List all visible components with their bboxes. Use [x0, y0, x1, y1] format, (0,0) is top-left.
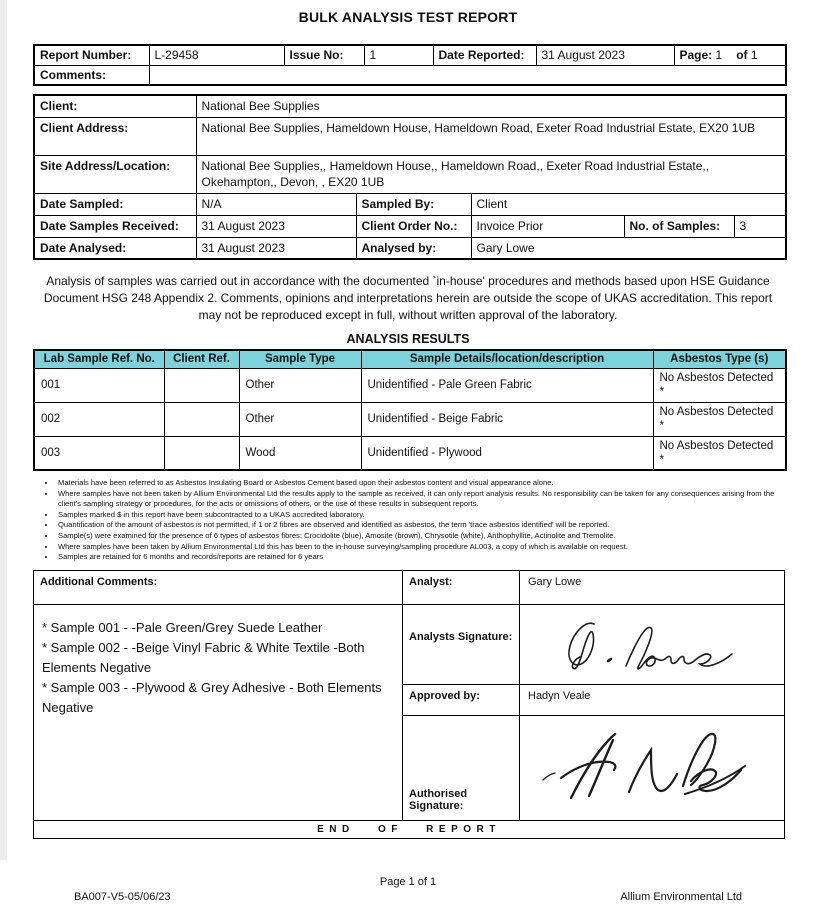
page-number: 1 — [715, 48, 723, 62]
asbestos-result: No Asbestos Detected — [659, 371, 774, 384]
client-address-value: National Bee Supplies, Hameldown House, Hameldown Road, Exeter Road Industrial Estate, EX20 1UB — [196, 117, 786, 155]
lab-ref-cell: 002 — [34, 402, 164, 436]
lab-ref-cell: 003 — [34, 436, 164, 470]
col-sample-details: Sample Details/location/description — [361, 350, 653, 368]
authorised-signature-svg — [537, 724, 767, 812]
client-address-label: Client Address: — [34, 117, 196, 155]
authorised-signature-label: Authorised Signature: — [403, 716, 520, 820]
analyst-signature-svg — [542, 612, 762, 676]
additional-comments-label: Additional Comments: — [34, 571, 402, 605]
date-sampled-row — [34, 193, 786, 215]
sampled-by-value: Client — [471, 193, 786, 215]
list-item: • Where samples have been taken by Allium Environmental Ltd this has been to the in-house surveying/sampling procedure AL003, a copy of which is available on request. — [56, 542, 786, 553]
date-received-label: Date Samples Received: — [34, 215, 196, 237]
asbestos-footnote-mark: * — [659, 453, 664, 466]
page-total: 1 — [750, 48, 758, 62]
asbestos-type-cell — [653, 402, 786, 436]
analyst-label: Analyst: — [403, 571, 520, 604]
asbestos-footnote-mark: * — [659, 385, 664, 398]
comment-line: * Sample 003 - -Plywood & Grey Adhesive - Both Elements Negative — [42, 679, 382, 715]
analysis-results-heading: ANALYSIS RESULTS — [346, 332, 470, 346]
analyst-signature-row — [403, 605, 784, 685]
analyst-signature-image — [520, 605, 784, 684]
client-ref-cell — [164, 368, 239, 402]
analysed-by-label: Analysed by: — [356, 237, 471, 259]
footer-company-name: Allium Environmental Ltd — [620, 890, 742, 903]
asbestos-result: No Asbestos Detected — [659, 405, 774, 418]
comment-line: * Sample 002 - -Beige Vinyl Fabric & White Textile -Both Elements Negative — [42, 639, 365, 675]
list-item: • Sample(s) were examined for the presence of 6 types of asbestos fibres: Crocidolite (blue), Amosite (brown), Chrysotile (white), Anthophyllite, Actinolite and Tremolite. — [56, 531, 786, 542]
client-row — [34, 95, 786, 117]
sample-type-cell: Wood — [239, 436, 361, 470]
table-row — [34, 402, 786, 436]
col-lab-sample-ref: Lab Sample Ref. No. — [34, 350, 164, 368]
lab-ref-cell: 001 — [34, 368, 164, 402]
client-value: National Bee Supplies — [196, 95, 786, 117]
header-row-1 — [34, 45, 786, 65]
analysis-results-table — [33, 349, 787, 471]
report-header-table — [33, 44, 787, 86]
date-received-value: 31 August 2023 — [196, 215, 356, 237]
issue-no-label: Issue No: — [284, 45, 364, 65]
asbestos-type-cell — [653, 436, 786, 470]
client-order-label: Client Order No.: — [356, 215, 471, 237]
date-analysed-row — [34, 237, 786, 259]
footer-doc-ref: BA007-V5-05/06/23 — [74, 890, 171, 903]
issue-no-value: 1 — [364, 45, 433, 65]
date-reported-label: Date Reported: — [433, 45, 536, 65]
sampled-by-label: Sampled By: — [356, 193, 471, 215]
authorised-signature-row — [403, 716, 784, 820]
list-item: • Samples are retained for 6 months and records/reports are retained for 6 years — [56, 552, 786, 563]
date-reported-value: 31 August 2023 — [536, 45, 674, 65]
list-item: • Where samples have not been taken by Allium Environmental Ltd the results apply to the sample as received, it can only report analysis results. No responsibility can be taken for any consequences arising from the client's sampling strategy or procedures, for the acts or omissions of others, or the use of these results in subsequent reports. — [56, 489, 786, 510]
analyst-row — [403, 571, 784, 605]
of-label: of — [736, 48, 748, 62]
analyst-name: Gary Lowe — [528, 575, 582, 588]
site-address-row — [34, 155, 786, 193]
approved-by-label: Approved by: — [403, 685, 520, 715]
client-order-value: Invoice Prior — [471, 215, 624, 237]
client-info-table — [33, 94, 787, 260]
site-address-label: Site Address/Location: — [34, 155, 196, 193]
report-title: BULK ANALYSIS TEST REPORT — [298, 9, 518, 25]
report-number-label: Report Number: — [34, 45, 149, 65]
date-analysed-value: 31 August 2023 — [196, 237, 356, 259]
date-sampled-label: Date Sampled: — [34, 193, 196, 215]
asbestos-result: No Asbestos Detected — [659, 439, 774, 452]
asbestos-type-cell — [653, 368, 786, 402]
authorised-signature-image — [520, 716, 784, 820]
analyst-signature-label: Analysts Signature: — [403, 605, 520, 684]
signatures-panel — [403, 571, 784, 820]
comments-value — [149, 65, 786, 85]
table-row — [34, 436, 786, 470]
page-scan-edge — [0, 0, 7, 860]
end-of-report: END OF REPORT — [34, 820, 784, 838]
footer-page-number: Page 1 of 1 — [379, 875, 437, 888]
additional-comments-panel — [34, 571, 403, 820]
comments-label: Comments: — [34, 65, 149, 85]
results-header-row — [34, 350, 786, 368]
sample-details-cell: Unidentified - Pale Green Fabric — [361, 368, 653, 402]
sample-type-cell: Other — [239, 368, 361, 402]
footer-row — [0, 891, 816, 903]
table-row — [34, 368, 786, 402]
asbestos-footnote-mark: * — [659, 419, 664, 432]
disclaimer-paragraph: Analysis of samples was carried out in accordance with the documented `in-house' procedures and methods based upon HSE Guidance Document HSG 248 Appendix 2. Comments, opinions and interpretations herein are outside the scope of UKAS accreditation. This report may not be reproduced except in full, without written approval of the laboratory. — [43, 274, 773, 322]
client-ref-cell — [164, 402, 239, 436]
approved-by-name: Hadyn Veale — [528, 689, 591, 702]
client-address-row — [34, 117, 786, 155]
date-sampled-value: N/A — [196, 193, 356, 215]
page-cell — [674, 45, 786, 65]
comment-line: * Sample 001 - -Pale Green/Grey Suede Leather — [42, 619, 323, 635]
num-samples-label: No. of Samples: — [624, 215, 734, 237]
col-sample-type: Sample Type — [239, 350, 361, 368]
sample-type-cell: Other — [239, 402, 361, 436]
list-item: • Materials have been referred to as Asbestos Insulating Board or Asbestos Cement based upon their asbestos content and visual appearance alone. — [56, 478, 786, 489]
client-label: Client: — [34, 95, 196, 117]
date-analysed-label: Date Analysed: — [34, 237, 196, 259]
sample-details-cell: Unidentified - Plywood — [361, 436, 653, 470]
list-item: • Samples marked $ in this report have been subcontracted to a UKAS accredited laboratory. — [56, 510, 786, 521]
header-row-comments — [34, 65, 786, 85]
footnotes-list — [46, 478, 786, 563]
sample-details-cell: Unidentified - Beige Fabric — [361, 402, 653, 436]
signoff-section — [33, 570, 785, 839]
page-label: Page: — [679, 48, 713, 62]
list-item: • Quantification of the amount of asbestos is not permitted, if 1 or 2 fibres are observed and identified as asbestos, the term 'trace asbestos identified' will be reported. — [56, 520, 786, 531]
site-address-value: National Bee Supplies,, Hameldown House,, Hameldown Road,, Exeter Road Industrial Estate,, Okehampton,, Devon, , EX20 1UB — [196, 155, 786, 193]
date-received-row — [34, 215, 786, 237]
analysed-by-value: Gary Lowe — [471, 237, 786, 259]
report-number-value: L-29458 — [149, 45, 284, 65]
col-client-ref: Client Ref. — [164, 350, 239, 368]
additional-comments-text — [34, 605, 402, 731]
approved-by-row — [403, 685, 784, 716]
col-asbestos-type: Asbestos Type (s) — [653, 350, 786, 368]
num-samples-value: 3 — [734, 215, 786, 237]
client-ref-cell — [164, 436, 239, 470]
